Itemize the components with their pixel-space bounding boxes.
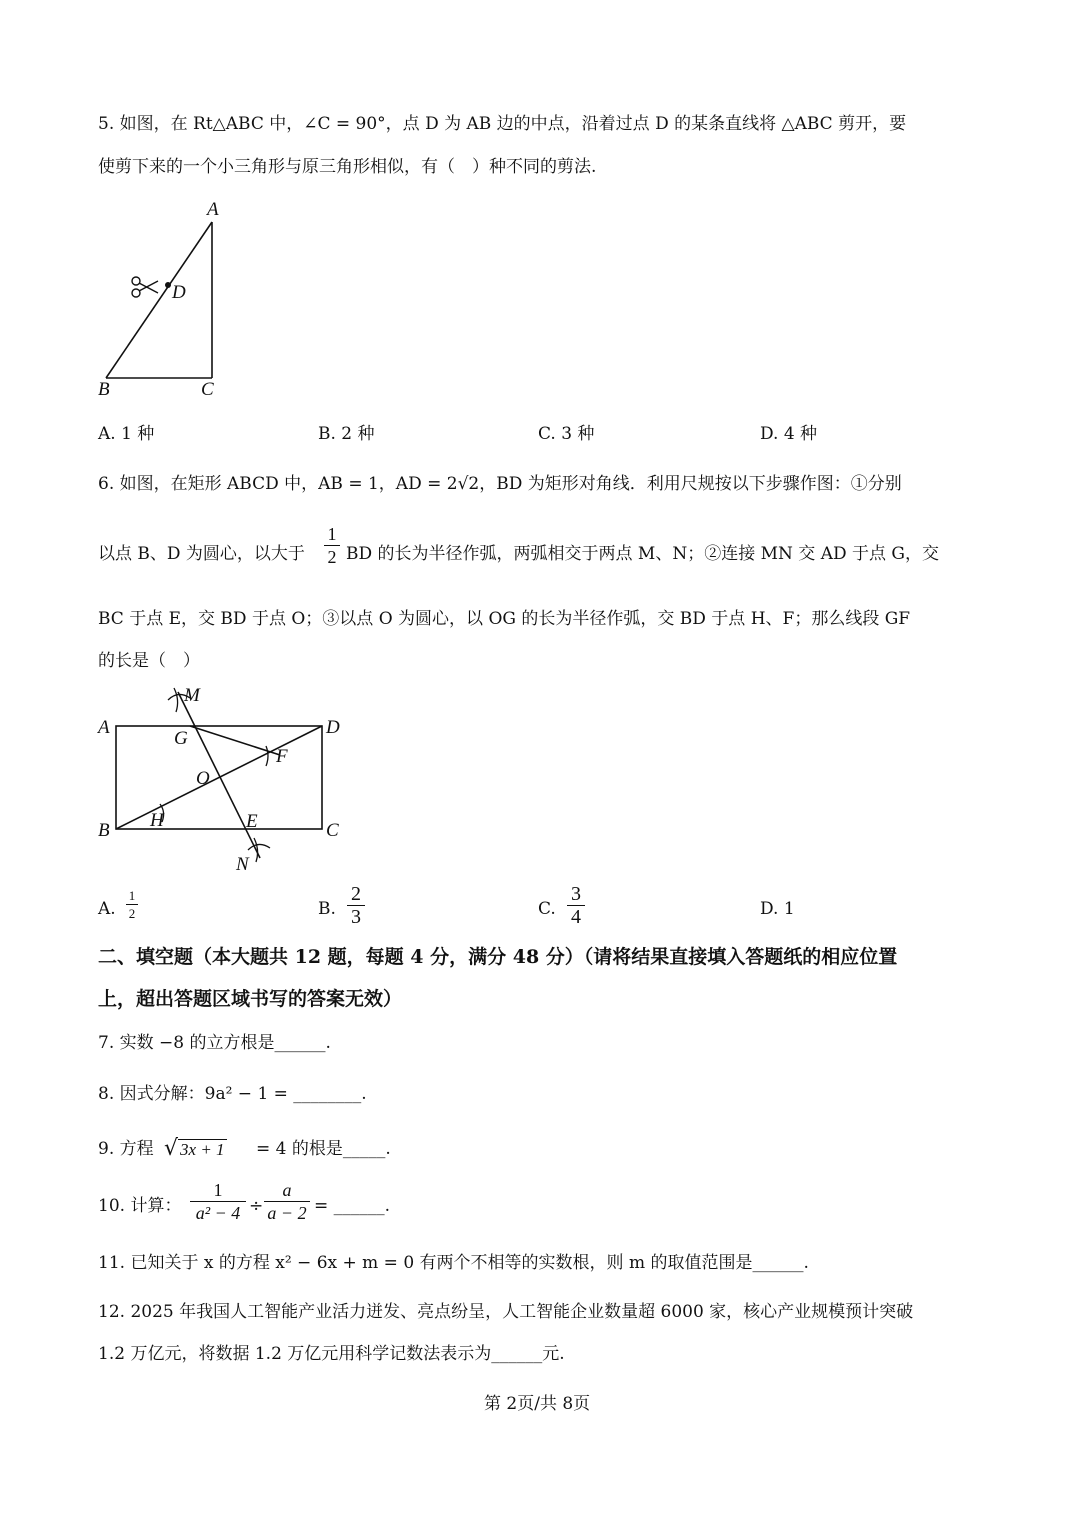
label-C: C bbox=[326, 820, 339, 841]
q10-divide-sign: ÷ bbox=[249, 1196, 264, 1216]
label-M: M bbox=[184, 685, 200, 706]
q10-text-pre: 10. 计算： bbox=[98, 1196, 182, 1216]
q6-text-line3: BC 于点 E，交 BD 于点 O；③以点 O 为圆心，以 OG 的长为半径作弧，交 BD 于点 H、F；那么线段 GF bbox=[98, 609, 911, 629]
label-A: A bbox=[98, 717, 110, 738]
q10-fraction-2: a a − 2 bbox=[264, 1180, 310, 1223]
q6-option-a-fraction: 1 2 bbox=[126, 888, 138, 921]
q6-text-line4: 的长是（ ） bbox=[98, 651, 200, 671]
q9-text-post: = 4 的根是_____. bbox=[256, 1139, 391, 1159]
q6-text-line2-post: BD 的长为半径作弧，两弧相交于两点 M、N；②连接 MN 交 AD 于点 G，交 bbox=[346, 544, 939, 564]
q9-text-pre: 9. 方程 bbox=[98, 1139, 154, 1159]
page-footer: 第 2页/共 8页 bbox=[484, 1394, 591, 1414]
q5-option-a: A. 1 种 bbox=[98, 424, 155, 444]
q8-text: 8. 因式分解：9a² − 1 = ________. bbox=[98, 1084, 367, 1104]
q6-option-b-label: B. bbox=[318, 899, 336, 919]
q6-text-line1: 6. 如图，在矩形 ABCD 中，AB = 1，AD = 2√2，BD 为矩形对角线．利用尺规按以下步骤作图：①分别 bbox=[98, 474, 902, 494]
q6-option-c-label: C. bbox=[538, 899, 556, 919]
q10-text-post: = ______. bbox=[314, 1196, 391, 1216]
scissors-icon bbox=[132, 277, 158, 297]
label-A: A bbox=[207, 199, 219, 220]
label-C: C bbox=[201, 379, 214, 400]
q6-option-c-fraction: 3 4 bbox=[567, 884, 585, 927]
q5-option-b: B. 2 种 bbox=[318, 424, 375, 444]
q11-text: 11. 已知关于 x 的方程 x² − 6x + m = 0 有两个不相等的实数根，则 m 的取值范围是______. bbox=[98, 1253, 809, 1273]
q7-text: 7. 实数 −8 的立方根是______. bbox=[98, 1033, 331, 1053]
q5-option-c: C. 3 种 bbox=[538, 424, 595, 444]
q5-option-d: D. 4 种 bbox=[760, 424, 818, 444]
q6-option-a-label: A. bbox=[98, 899, 116, 919]
label-F: F bbox=[276, 746, 288, 767]
q10-fraction-1: 1 a² − 4 bbox=[190, 1180, 246, 1223]
q5-text-line1: 5. 如图，在 Rt△ABC 中，∠C = 90°，点 D 为 AB 边的中点，沿着过点 D 的某条直线将 △ABC 剪开，要 bbox=[98, 114, 907, 134]
q5-triangle-figure bbox=[90, 195, 250, 405]
section2-heading-line1: 二、填空题（本大题共 12 题，每题 4 分，满分 48 分）（请将结果直接填入答题纸的相应位置 bbox=[98, 946, 898, 968]
label-E: E bbox=[246, 811, 258, 832]
q12-text-line2: 1.2 万亿元，将数据 1.2 万亿元用科学记数法表示为______元. bbox=[98, 1344, 565, 1364]
section2-heading-line2: 上，超出答题区域书写的答案无效） bbox=[98, 988, 403, 1010]
q5-text-line2: 使剪下来的一个小三角形与原三角形相似，有（ ）种不同的剪法. bbox=[98, 157, 597, 177]
q6-text-line2-pre: 以点 B、D 为圆心，以大于 bbox=[98, 544, 305, 564]
label-H: H bbox=[150, 810, 164, 831]
label-B: B bbox=[98, 820, 110, 841]
q6-fraction-half: 1 2 bbox=[324, 524, 340, 567]
label-B: B bbox=[98, 379, 110, 400]
label-N: N bbox=[236, 854, 249, 875]
q6-option-d: D. 1 bbox=[760, 899, 795, 919]
q12-text-line1: 12. 2025 年我国人工智能产业活力迸发、亮点纷呈，人工智能企业数量超 6000 家，核心产业规模预计突破 bbox=[98, 1302, 914, 1322]
q9-radical: √ 3x + 1 bbox=[164, 1136, 225, 1161]
label-G: G bbox=[174, 728, 188, 749]
label-D: D bbox=[326, 717, 340, 738]
label-D: D bbox=[172, 282, 186, 303]
q6-option-b-fraction: 2 3 bbox=[347, 884, 365, 927]
label-O: O bbox=[196, 768, 210, 789]
q6-rectangle-figure bbox=[90, 678, 360, 878]
